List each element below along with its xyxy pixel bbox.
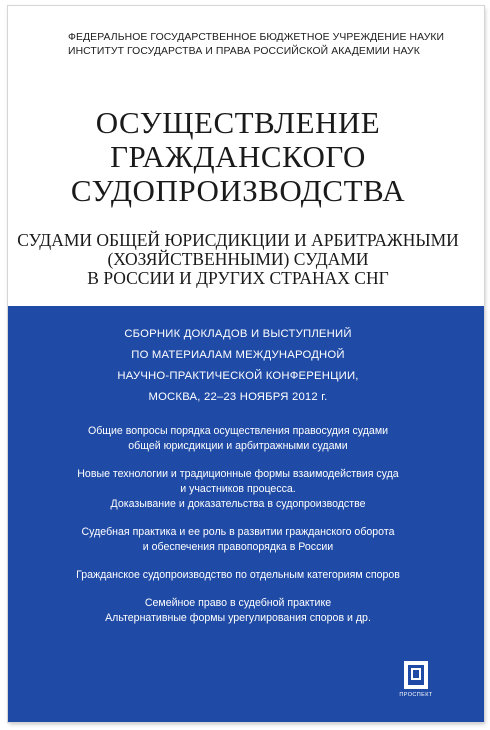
topic-line: Доказывание и доказательства в судопроизводстве [110,498,366,510]
topic-line: и обеспечения правопорядка в России [142,541,334,553]
topic-line: Альтернативные формы урегулирования споров и др. [105,612,371,624]
topic-item [0,424,476,454]
topic-line: общей юрисдикции и арбитражными судами [128,440,348,452]
topic-item [0,596,476,626]
collection-line: НАУЧНО-ПРАКТИЧЕСКОЙ КОНФЕРЕНЦИИ, [117,370,359,382]
collection-line: МОСКВА, 22–23 НОЯБРЯ 2012 г. [148,391,328,403]
topic-item [0,467,476,512]
title-line: ГРАЖДАНСКОГО [110,139,366,174]
collection-line: СБОРНИК ДОКЛАДОВ И ВЫСТУПЛЕНИЙ [124,328,352,340]
publisher-logo [392,660,440,706]
title-line: ОСУЩЕСТВЛЕНИЕ [95,105,381,140]
subtitle-line: СУДАМИ ОБЩЕЙ ЮРИСДИКЦИИ И АРБИТРАЖНЫМИ [17,230,459,250]
organization-line: ФЕДЕРАЛЬНОЕ ГОСУДАРСТВЕННОЕ БЮДЖЕТНОЕ УЧРЕЖДЕНИЕ НАУКИ [68,32,445,43]
book-subtitle [0,231,476,288]
collection-description [0,324,476,408]
publisher-name: ПРОСПЕКТ [399,692,433,698]
topic-line: Семейное право в судебной практике [144,597,332,609]
subtitle-line: (ХОЗЯЙСТВЕННЫМИ) СУДАМИ [107,249,369,269]
topic-item [0,568,476,583]
topic-item [0,525,476,555]
organization-line: ИНСТИТУТ ГОСУДАРСТВА И ПРАВА РОССИЙСКОЙ АКАДЕМИИ НАУК [68,46,420,57]
publisher-logo-icon [403,660,429,690]
topic-line: Судебная практика и ее роль в развитии гражданского оборота [81,526,395,538]
collection-line: ПО МАТЕРИАЛАМ МЕЖДУНАРОДНОЙ [131,349,345,361]
topic-line: Гражданское судопроизводство по отдельным категориям споров [76,569,400,581]
subtitle-line: В РОССИИ И ДРУГИХ СТРАНАХ СНГ [87,268,389,288]
topic-line: Новые технологии и традиционные формы взаимодействия суда [77,468,399,480]
organization-block [68,31,448,59]
topic-line: Общие вопросы порядка осуществления правосудия судами [87,425,389,437]
topics-list [0,424,476,639]
topic-line: и участников процесса. [180,483,296,495]
title-line: СУДОПРОИЗВОДСТВА [70,173,406,208]
book-title [0,106,476,208]
